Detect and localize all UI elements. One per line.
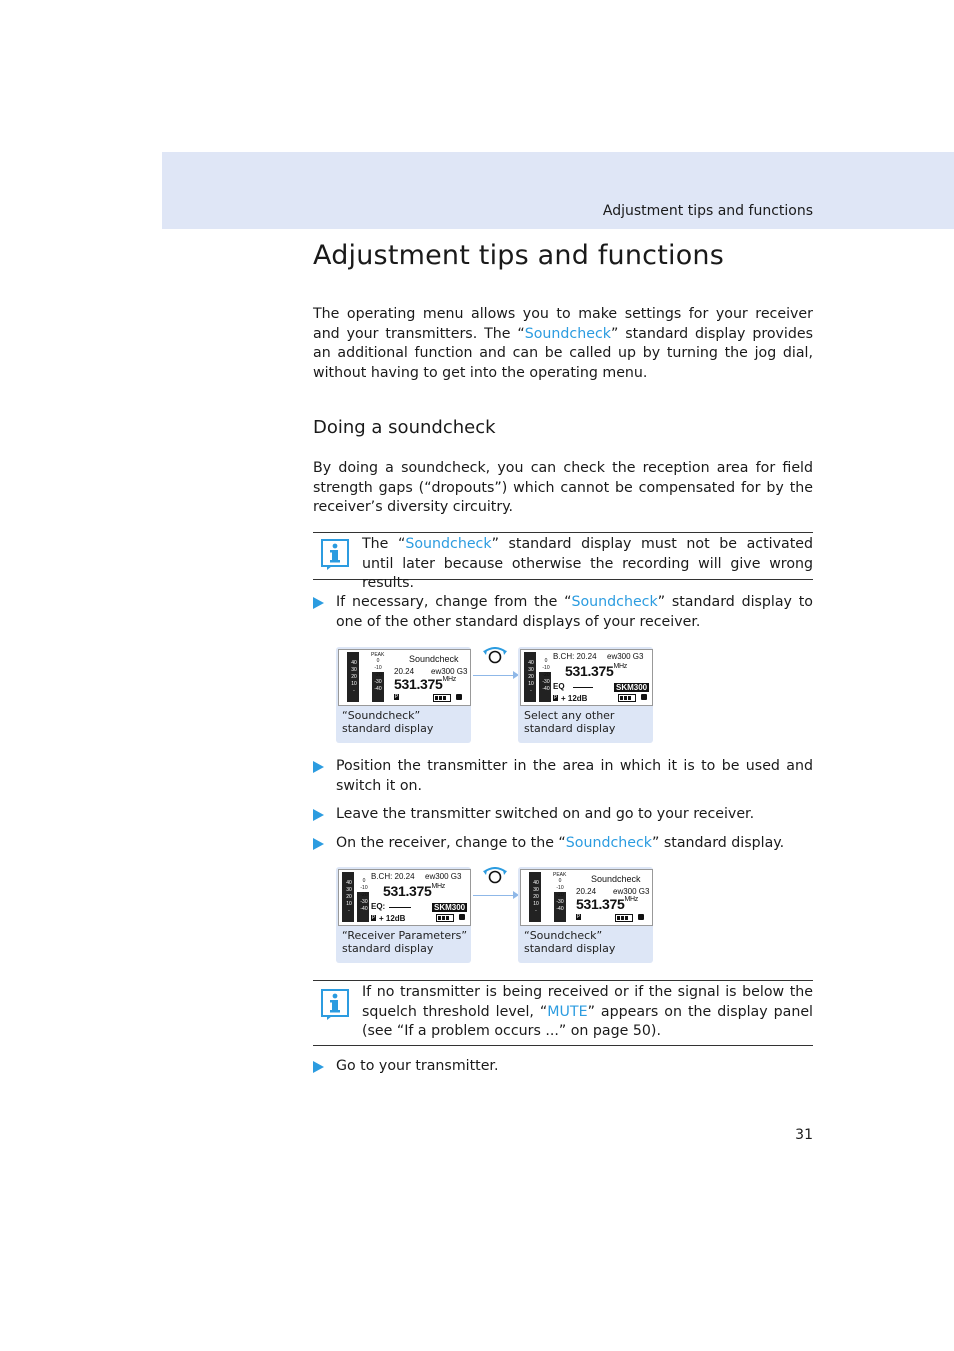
info-note: [313, 532, 814, 591]
header-band: [162, 152, 954, 229]
section-title: Doing a soundcheck: [313, 417, 496, 438]
frequency-readout: $531.375^{MHz}$: [383, 883, 446, 899]
step-change-to-soundcheck: On the receiver, change to the “Soundcheck” standard display.: [313, 834, 813, 854]
note-text: If no transmitter is being received or if the signal is below the squelch threshold level, “MUTE” appears on the display panel (see “If a problem occurs ...” on page 50).: [362, 984, 813, 1039]
lock-icon: [638, 914, 644, 920]
transition-line: [473, 675, 515, 676]
transmitter-badge: SKM300: [616, 683, 648, 692]
info-icon: [321, 539, 349, 571]
frequency-readout: $531.375^{MHz}$: [394, 676, 457, 692]
battery-icon: [433, 694, 451, 702]
info-note-mute: [313, 980, 813, 1046]
display-title: Soundcheck: [591, 874, 641, 884]
battery-icon: [618, 694, 636, 702]
transition-line: [473, 895, 515, 896]
intro-paragraph: The operating menu allows you to make settings for your receiver and your transmitters. The “Soundcheck” standard display provides an additional function and can be called up by turning the jog dial, without having to get into the operating menu.: [313, 306, 813, 381]
step-position-transmitter: Position the transmitter in the area in which it is to be used and switch it on.: [313, 757, 813, 796]
step-go-to-transmitter: Go to your transmitter.: [313, 1057, 813, 1077]
eq-line: [389, 907, 411, 908]
section-paragraph: By doing a soundcheck, you can check the reception area for field strength gaps (“dropouts”) which cannot be compensated for by the receiver’s diversity circuitry.: [313, 460, 813, 515]
arrow-icon: [313, 761, 324, 773]
display-card-soundcheck-2: [518, 867, 653, 963]
arrow-icon: [313, 597, 324, 609]
step-change-display: If necessary, change from the “Soundcheck” standard display to one of the other standard displays of your receiver.: [313, 593, 813, 632]
info-icon: [321, 989, 349, 1021]
display-card-other: [518, 647, 653, 743]
display-card-soundcheck: [336, 647, 471, 743]
peak-scale: 0 -10 -20 -30 -40: [374, 658, 382, 692]
note-text: The “Soundcheck” standard display must not be activated until later because otherwise the recording will give wrong results.: [362, 536, 814, 591]
jog-dial-icon: [480, 647, 510, 673]
arrow-icon: [313, 1061, 324, 1073]
eq-line: [573, 687, 593, 688]
battery-icon: [436, 914, 454, 922]
battery-icon: [615, 914, 633, 922]
frequency-readout: $531.375^{MHz}$: [576, 896, 639, 912]
lock-icon: [641, 694, 647, 700]
step-go-to-receiver: Leave the transmitter switched on and go to your receiver.: [313, 805, 813, 825]
lcd-params: 40 30 20 10 - 0 -10 -20 -30 -40 B.CH: 20.24 ew300 G3 $531.375^{MHz}$ EQ: SKM300 P + 12dB: [338, 869, 471, 926]
soundcheck-link[interactable]: Soundcheck: [524, 325, 611, 342]
display-card-params: [336, 867, 471, 963]
caption: Select any other standard display: [524, 709, 616, 735]
transmitter-badge: SKM300: [434, 903, 466, 912]
lcd-params: 40 30 20 10 - 0 -10 -20 -30 -40 B.CH: 20.24 ew300 G3 $531.375^{MHz}$ EQ SKM300 P + 12dB: [520, 649, 653, 706]
lock-icon: [459, 914, 465, 920]
page-number: 31: [795, 1127, 813, 1143]
rf-scale: 40 30 20 10 -: [351, 660, 357, 694]
caption: “Soundcheck” standard display: [342, 709, 434, 735]
running-title: Adjustment tips and functions: [602, 203, 813, 219]
lcd-soundcheck: 40 30 20 10 - PEAK 0 -10 -20 -30 -40 Soundcheck 20.24 ew300 G3 $531.375^{MHz}$ P: [520, 869, 653, 926]
caption: “Soundcheck” standard display: [524, 929, 616, 955]
arrow-icon: [313, 809, 324, 821]
caption: “Receiver Parameters” standard display: [342, 929, 468, 955]
jog-dial-icon: [480, 867, 510, 893]
display-title: Soundcheck: [409, 654, 459, 664]
frequency-readout: $531.375^{MHz}$: [565, 663, 628, 679]
page-title: Adjustment tips and functions: [313, 240, 725, 271]
lcd-soundcheck: 40 30 20 10 - PEAK 0 -10 -20 -30 -40 Soundcheck 20.24 ew300 G3 $531.375^{MHz}$ P: [338, 649, 471, 706]
arrow-icon: [313, 838, 324, 850]
lock-icon: [456, 694, 462, 700]
